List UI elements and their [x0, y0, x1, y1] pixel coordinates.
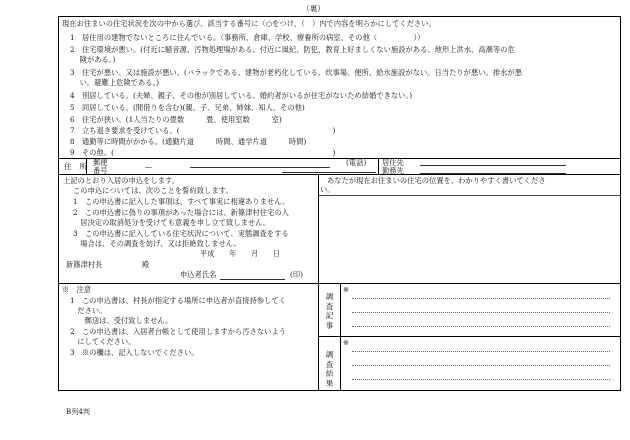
address-divider: [86, 158, 87, 175]
housing-item-3[interactable]: 3 住宅が悪い、又は施設が悪い。(バラックである。建物が老朽化している。炊事場、便所、給水施設がない。日当たりが悪い。排水が悪: [70, 68, 522, 77]
paper-size-label: B列4判: [66, 408, 90, 416]
housing-item-1[interactable]: 1 居住用の建物でないところに住んでいる。（事務所、倉庫、学校、療養所の病室、その他（ ））: [70, 33, 425, 42]
housing-item-8[interactable]: 8 通勤等に時間がかかる。(通勤片道 時間、通学片道 時間): [70, 137, 307, 146]
notes-item-1: 1 この申込書は、村長が指定する場所に申込者が直接持参してく: [70, 296, 287, 305]
housing-item-6[interactable]: 6 住宅が狭い。(1人当たりの畳数 畳、使用室数 室): [70, 115, 282, 124]
pledge-divider: [318, 174, 319, 284]
postal-number-label: 番号: [93, 166, 108, 175]
survey-result-line[interactable]: [352, 351, 610, 352]
phone-divider: [378, 158, 379, 175]
survey-result-line[interactable]: [352, 365, 610, 366]
mayor-honorific: 殿: [142, 260, 150, 269]
workplace-label: 勤務先: [382, 166, 404, 175]
mayor-label: 新篠津村長: [66, 260, 103, 269]
postal-label: 郵便: [93, 158, 108, 167]
notes-item-3: 3 ※の欄は、記入しないでください。: [70, 348, 199, 357]
notes-item-2: 2 この申込書は、入居者台帳として使用しますから汚さないよう: [70, 327, 287, 336]
postal-dash: —: [145, 162, 153, 171]
notes-divider: [318, 283, 319, 391]
housing-item-3-cont: い。避難上危険である。): [70, 78, 160, 87]
address-label: 住 所: [64, 162, 88, 171]
notes-item-1-post: 郵送は、受付致しません。: [70, 316, 173, 325]
housing-item-2-cont: 険がある。): [70, 55, 116, 64]
pledge-item-3-cont: 場合は、その調査を妨げ、又は拒絶致しません。: [73, 239, 241, 248]
applicant-name-line[interactable]: [220, 279, 285, 280]
survey-record-line[interactable]: [352, 298, 610, 299]
survey-record-line[interactable]: [352, 312, 610, 313]
housing-item-7[interactable]: 7 立ち退き要求を受けている。( ): [70, 126, 336, 135]
phone-label: (電話): [346, 158, 367, 167]
survey-record-line[interactable]: [352, 326, 610, 327]
pledge-item-1: 1 この申込書に記入した事項は、すべて事実に相違ありません。: [73, 197, 290, 206]
pledge-item-3: 3 この申込書に記入している住宅状況について、実態調査をする: [73, 229, 289, 238]
survey-label-divider: [340, 283, 341, 391]
housing-item-4[interactable]: 4 別居している。(夫婦、親子、その他が別居している。婚約者がいるが住宅がないため結婚できない。): [70, 91, 413, 100]
seal-mark: (印): [290, 270, 304, 279]
pledge-date[interactable]: 平成 年 月 日: [200, 249, 281, 258]
location-instruction-cont: い。: [320, 185, 335, 194]
housing-item-9[interactable]: 9 その他。( ): [70, 148, 336, 157]
phone-input-line[interactable]: [282, 172, 376, 173]
location-map-separator: [318, 195, 621, 196]
location-map-area[interactable]: [320, 197, 619, 282]
housing-item-5[interactable]: 5 同居している。(間借りを含む)(親、子、兄弟、姉妹、知人、その他): [70, 103, 305, 112]
notes-item-1-cont: ださい。: [70, 306, 107, 315]
survey-record-mark: ※: [343, 285, 350, 294]
applicant-name-label: 申込者氏名: [180, 270, 217, 279]
pledge-intro: 上記のとおり入居の申込をします。: [63, 176, 180, 185]
location-instruction: あなたが現在お住まいの住宅の位置を、わかりやすく書いてくださ: [327, 176, 546, 185]
page-header: （裏）: [302, 4, 326, 13]
survey-result-line[interactable]: [352, 379, 610, 380]
pledge-item-2-cont: 居決定の取消処分を受けても意義を申し立て致しません。: [73, 218, 271, 227]
survey-row-divider: [318, 336, 621, 337]
survey-result-mark: ※: [343, 338, 350, 347]
notes-title: ※ 注意: [62, 285, 92, 294]
pledge-item-2: 2 この申込書に偽りの事項があった場合には、新篠津村住宅の入: [73, 208, 289, 217]
housing-item-2[interactable]: 2 住宅環境が悪い。(付近に騒音源、汚物処理場がある。付近に風紀、防犯、教育上好ましくない施設がある。地形上洪水、高潮等の危: [70, 45, 515, 54]
address-input-line[interactable]: [190, 167, 330, 168]
residence-label: 居住先: [382, 158, 404, 167]
housing-status-intro: 現在お住まいの住宅状況を次の中から選び、該当する番号に（○をつけ、（ ）内で内容を明らかにしてください。: [62, 19, 436, 28]
notes-item-2-cont: にしてください。: [70, 337, 136, 346]
survey-record-label: 調査記事: [325, 292, 334, 330]
survey-result-label: 調査結果: [325, 350, 334, 388]
pledge-sub: この申込については、次のことを誓約致します。: [73, 186, 233, 195]
residence-input-line[interactable]: [420, 165, 566, 166]
